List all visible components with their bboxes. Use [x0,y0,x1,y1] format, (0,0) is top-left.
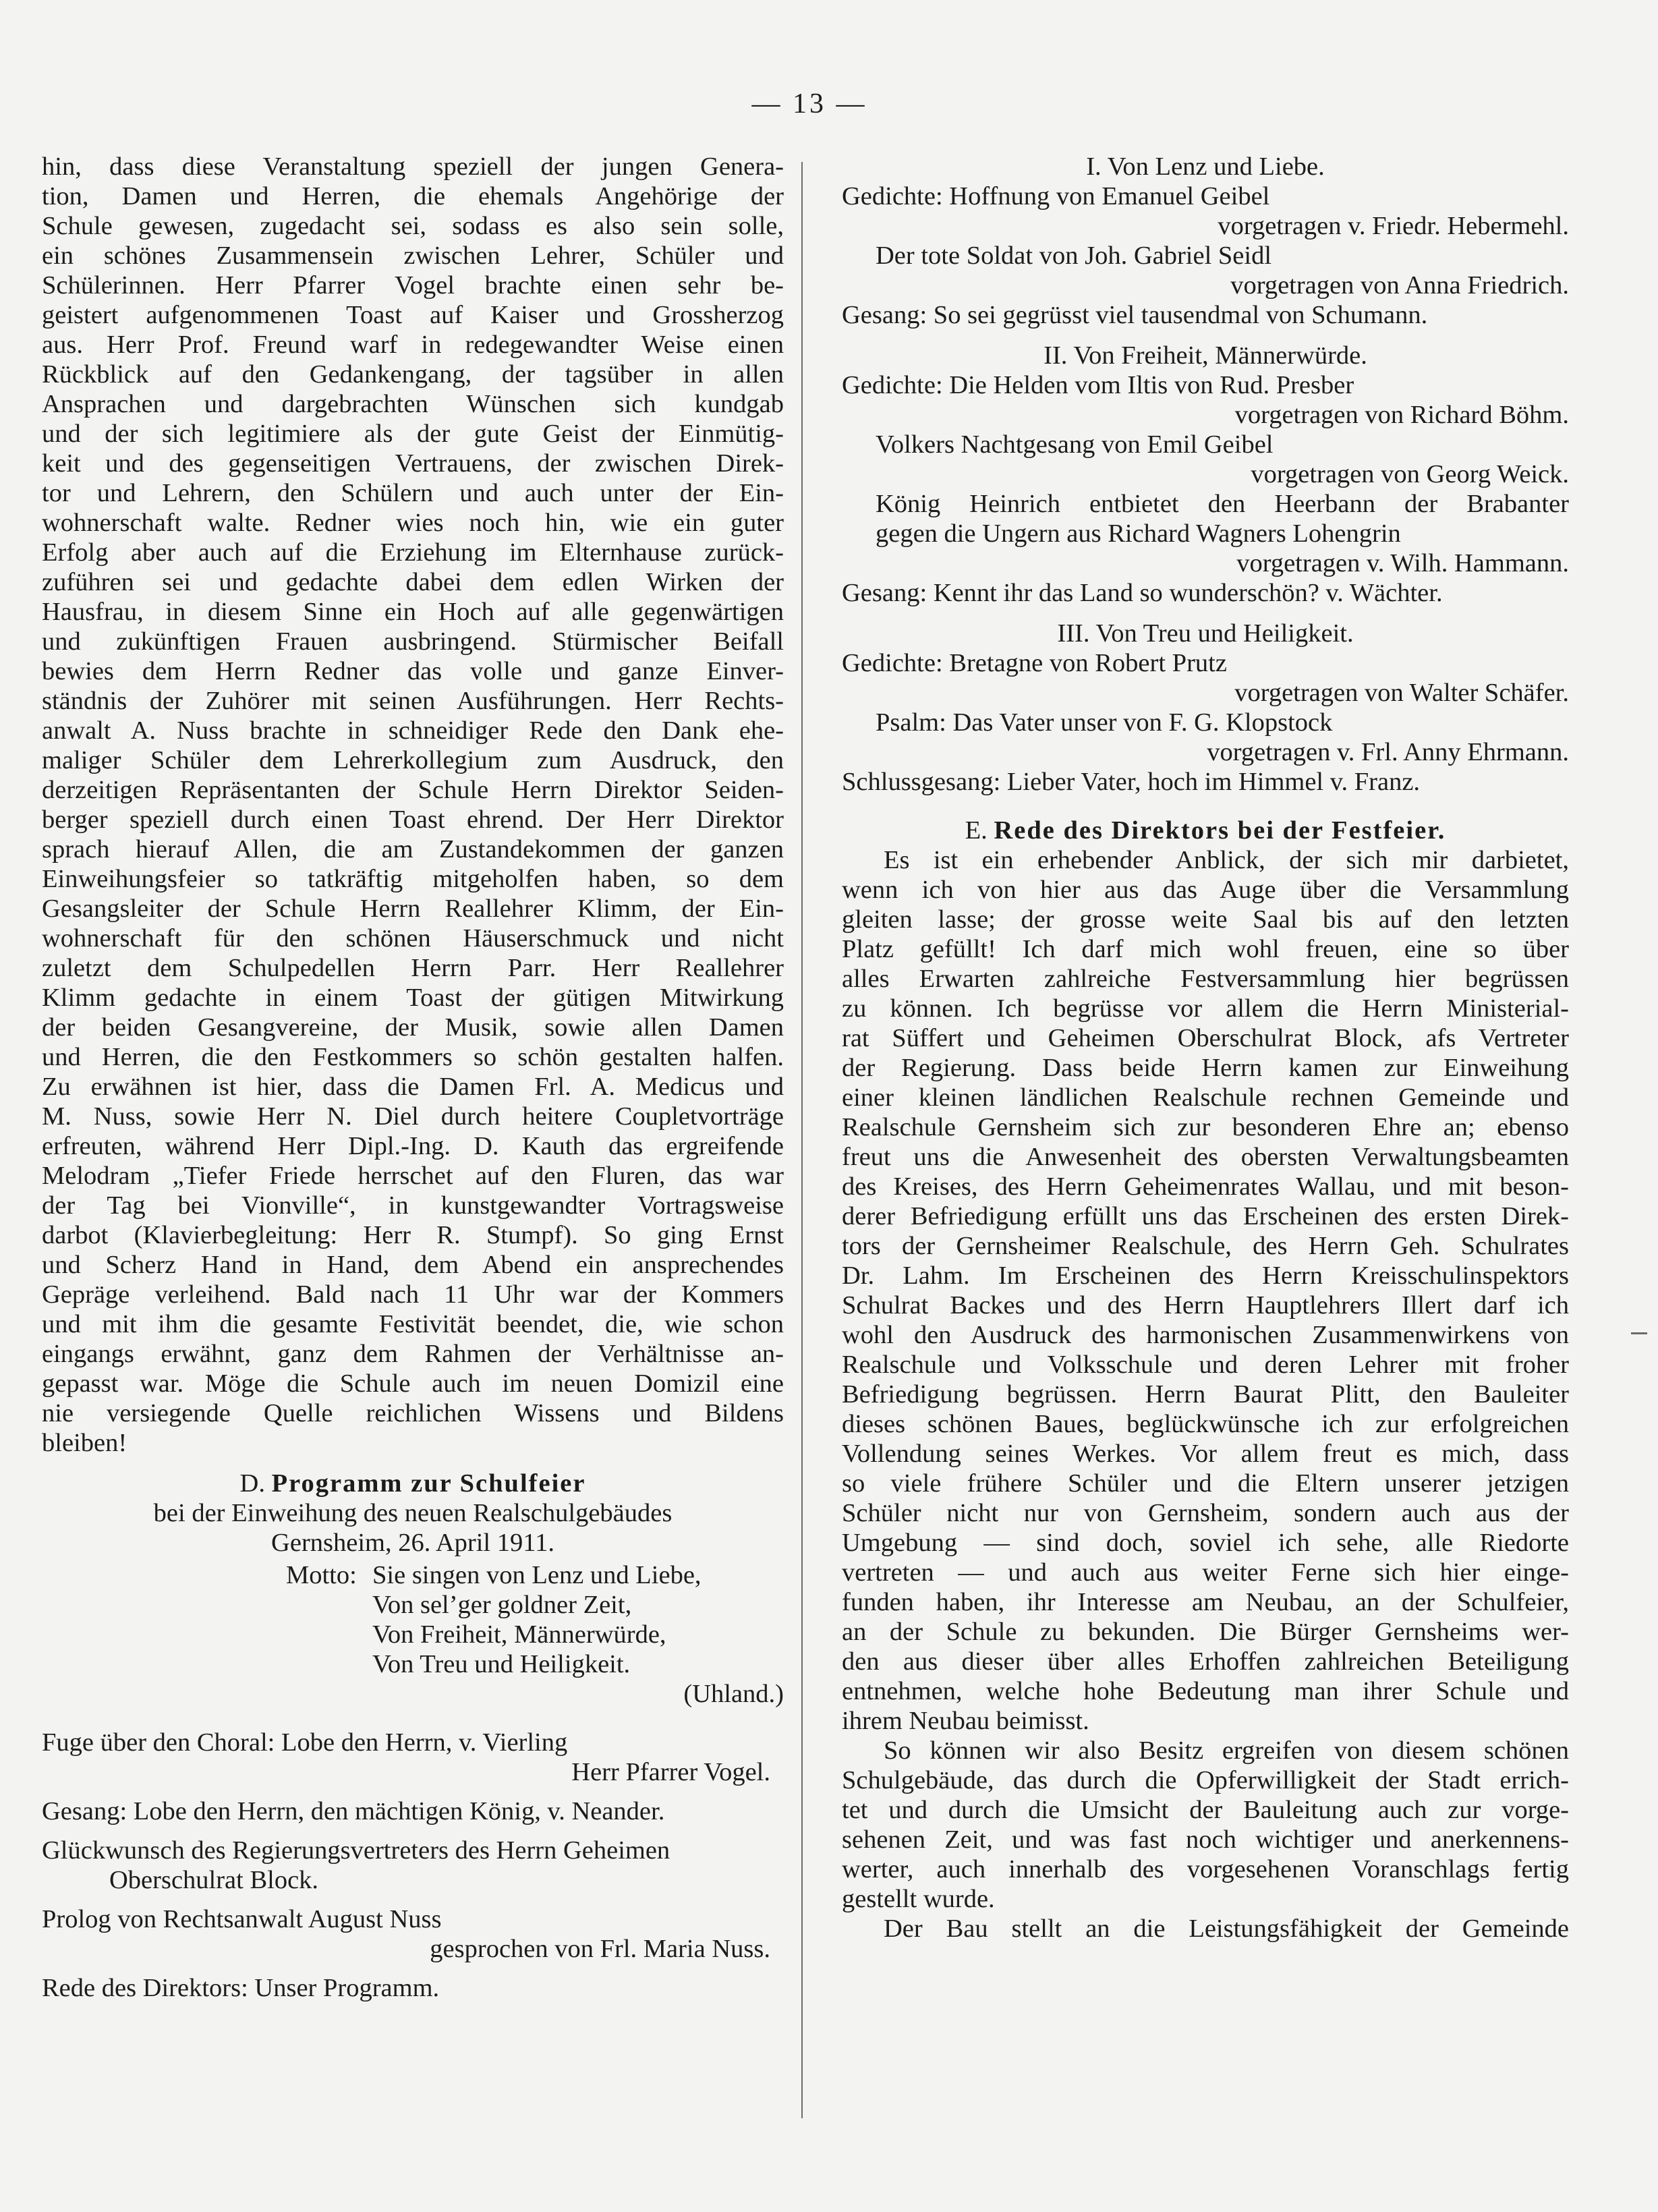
part1-line-5: Gesang: So sei gegrüsst viel tausendmal von Schumann. [842,301,1428,329]
paragraph-line: bewies dem Herrn Redner das volle und ganze Einver- [42,657,784,685]
part1-heading: I. Von Lenz und Liebe. [1086,152,1325,181]
paragraph-line: Klimm gedachte in einem Toast der gütigen Mitwirkung [42,984,784,1012]
part3-line-2: vorgetragen von Walter Schäfer. [1234,679,1569,707]
paragraph-line: Zu erwähnen ist hier, dass die Damen Frl. A. Medicus und [42,1073,784,1101]
paragraph-line: der beiden Gesangvereine, der Musik, sowie allen Damen [42,1013,784,1042]
part2-line-8: Gesang: Kennt ihr das Land so wunderschön? v. Wächter. [842,579,1443,607]
part3-line-4: vorgetragen v. Frl. Anny Ehrmann. [1207,738,1569,766]
right-column [842,152,1569,1944]
program-item-performer: Herr Pfarrer Vogel. [571,1758,770,1786]
paragraph-line: Gepräge verleihend. Bald nach 11 Uhr war der Kommers [42,1280,784,1309]
paragraph-line: berger speziell durch einen Toast ehrend. Der Herr Direktor [42,805,784,834]
part2-line-7: vorgetragen v. Wilh. Hammann. [1236,549,1569,577]
section-d-place-date: Gernsheim, 26. April 1911. [271,1529,554,1557]
motto-author: (Uhland.) [683,1680,784,1708]
paragraph-line: und mit ihm die gesamte Festivität beendet, die, wie schon [42,1310,784,1338]
speech-line: so viele frühere Schüler und die Eltern unserer jetzigen [842,1469,1569,1498]
paragraph-line: sprach hierauf Allen, die am Zustandekommen der ganzen [42,835,784,863]
paragraph-line: ständnis der Zuhörer mit seinen Ausführungen. Herr Rechts- [42,687,784,715]
speech-paragraph-3 [842,1914,1569,1944]
section-e-heading [842,816,1569,845]
paragraph-line: Einweihungsfeier so tatkräftig mitgeholfen haben, so dem [42,865,784,893]
paragraph-line: Schule gewesen, zugedacht sei, sodass es also sein solle, [42,212,784,240]
report-paragraph [42,152,784,1458]
paragraph-line: Gesangsleiter der Schule Herrn Reallehrer Klimm, der Ein- [42,895,784,923]
speech-line: Dr. Lahm. Im Erscheinen des Herrn Kreisschulinspektors [842,1261,1569,1290]
speech-line: Es ist ein erhebender Anblick, der sich mir darbietet, [884,846,1569,874]
speech-line: Umgebung — sind doch, soviel ich sehe, alle Riedorte [842,1529,1569,1557]
program-item-line: Rede des Direktors: Unser Programm. [42,1974,440,2002]
program-item-performer: Oberschulrat Block. [109,1866,319,1894]
speech-line: des Kreises, des Herrn Geheimenrates Wallau, und mit beson- [842,1172,1569,1201]
speech-line: Vollendung seines Werkes. Vor allem freut es mich, dass [842,1440,1569,1468]
part3-heading: III. Von Treu und Heiligkeit. [1057,619,1354,648]
part3-line-3: Psalm: Das Vater unser von F. G. Klopstock [876,708,1333,737]
paragraph-line: derzeitigen Repräsentanten der Schule Herrn Direktor Seiden- [42,776,784,804]
part2-line-1: Gedichte: Die Helden vom Iltis von Rud. Presber [842,371,1354,399]
paragraph-line: bleiben! [42,1429,127,1457]
paragraph-line: nie versiegende Quelle reichlichen Wissens und Bildens [42,1399,784,1427]
program-item [42,1904,784,1964]
program-item-line: Glückwunsch des Regierungsvertreters des Herrn Geheimen [42,1836,670,1865]
paragraph-line: wohnerschaft walte. Redner wies noch hin, wie ein guter [42,509,784,537]
paragraph-line: geistert aufgenommenen Toast auf Kaiser und Grossherzog [42,301,784,329]
part2-line-5: König Heinrich entbietet den Heerbann der Brabanter [876,490,1569,518]
section-d-label: D. [239,1469,265,1498]
paragraph-line: der Tag bei Vionville“, in kunstgewandter Vortragsweise [42,1191,784,1220]
speech-line: wenn ich von hier aus das Auge über die Versammlung [842,876,1569,904]
speech-line: ihrem Neubau beimisst. [842,1707,1089,1735]
paragraph-line: zuführen sei und gedachte dabei dem edlen Wirken der [42,568,784,596]
paragraph-line: keit und des gegenseitigen Vertrauens, der zwischen Direk- [42,449,784,478]
paragraph-line: zuletzt dem Schulpedellen Herrn Parr. Herr Reallehrer [42,954,784,982]
part2-heading: II. Von Freiheit, Männerwürde. [1044,341,1367,370]
section-d-title: Programm zur Schulfeier [271,1469,586,1498]
speech-line: vertreten — und auch aus weiter Ferne sich hier einge- [842,1558,1569,1587]
speech-line: Schüler nicht nur von Gernsheim, sondern auch aus der [842,1499,1569,1527]
section-e-label: E. [965,816,988,845]
paragraph-line: Melodram „Tiefer Friede herrschet auf den Fluren, das war [42,1162,784,1190]
paragraph-line: anwalt A. Nuss brachte in schneidiger Rede den Dank ehe- [42,716,784,745]
paragraph-line: eingangs erwähnt, ganz dem Rahmen der Verhältnisse an- [42,1340,784,1368]
program-item [42,1973,784,2003]
speech-line: zu können. Ich begrüsse vor allem die Herrn Ministerial- [842,994,1569,1023]
paragraph-line: erfreuten, während Herr Dipl.-Ing. D. Kauth das ergreifende [42,1132,784,1160]
paragraph-line: tor und Lehrern, den Schülern und auch unter der Ein- [42,479,784,507]
speech-line: funden haben, ihr Interesse am Neubau, an der Schulfeier, [842,1588,1569,1616]
paragraph-line: tion, Damen und Herren, die ehemals Angehörige der [42,182,784,210]
part1-line-4: vorgetragen von Anna Friedrich. [1230,271,1569,300]
speech-line: freut uns die Anwesenheit des obersten Verwaltungsbeamten [842,1143,1569,1171]
speech-line: Platz gefüllt! Ich darf mich wohl freuen, eine so über [842,935,1569,963]
speech-line: dieses schönen Baues, beglückwünsche ich zur erfolgreichen [842,1410,1569,1438]
section-d-heading [42,1469,784,1498]
paragraph-line: gepasst war. Möge die Schule auch im neuen Domizil eine [42,1369,784,1398]
motto-line: Sie singen von Lenz und Liebe, [372,1561,702,1589]
speech-line: alles Erwarten zahlreiche Festversammlung hier begrüssen [842,965,1569,993]
program-item-line: Fuge über den Choral: Lobe den Herrn, v. Vierling [42,1728,568,1757]
part2-line-6: gegen die Ungern aus Richard Wagners Lohengrin [876,519,1401,548]
speech-line: wohl den Ausdruck des harmonischen Zusammenwirkens von [842,1321,1569,1349]
paragraph-line: und Herren, die den Festkommers so schön gestalten halfen. [42,1043,784,1071]
paragraph-line: M. Nuss, sowie Herr N. Diel durch heitere Coupletvorträge [42,1102,784,1131]
speech-line: gestellt wurde. [842,1885,995,1913]
paragraph-line: Ansprachen und dargebrachten Wünschen sich kundgab [42,390,784,418]
motto-label: Motto: [286,1561,357,1589]
speech-line: rat Süffert und Geheimen Oberschulrat Block, afs Vertreter [842,1024,1569,1052]
program-item-line: Prolog von Rechtsanwalt August Nuss [42,1905,442,1933]
paragraph-line: Hausfrau, in diesem Sinne ein Hoch auf alle gegenwärtigen [42,598,784,626]
speech-line: werter, auch innerhalb des vorgesehenen Voranschlags fertig [842,1855,1569,1883]
motto-block [42,1560,784,1709]
part3-line-5: Schlussgesang: Lieber Vater, hoch im Himmel v. Franz. [842,768,1421,796]
speech-line: So können wir also Besitz ergreifen von diesem schönen [884,1736,1569,1765]
speech-line: derer Befriedigung erfüllt uns das Erscheinen des ersten Direk- [842,1202,1569,1230]
paragraph-line: ein schönes Zusammensein zwischen Lehrer, Schüler und [42,242,784,270]
part1-line-1: Gedichte: Hoffnung von Emanuel Geibel [842,182,1270,210]
paragraph-line: darbot (Klavierbegleitung: Herr R. Stumpf). So ging Ernst [42,1221,784,1249]
paragraph-line: und der sich legitimiere als der gute Geist der Einmütig- [42,420,784,448]
paragraph-line: wohnerschaft für den schönen Häuserschmuck und nicht [42,924,784,953]
speech-paragraph-2 [842,1736,1569,1914]
speech-line: Schulgebäude, das durch die Opferwilligkeit der Stadt errich- [842,1766,1569,1794]
motto-lines [42,1560,784,1679]
section-d-subtitle: bei der Einweihung des neuen Realschulgebäudes [153,1499,673,1527]
speech-line: Realschule Gernsheim sich zur besonderen Ehre an; ebenso [842,1113,1569,1141]
motto-line: Von sel’ger goldner Zeit, [372,1591,632,1619]
paragraph-line: Rückblick auf den Gedankengang, der tagsüber in allen [42,360,784,389]
part2-line-4: vorgetragen von Georg Weick. [1251,460,1569,488]
program-item-line: Gesang: Lobe den Herrn, den mächtigen König, v. Neander. [42,1797,665,1825]
column-divider [801,162,803,2118]
part1-line-3: Der tote Soldat von Joh. Gabriel Seidl [876,242,1272,270]
part2-line-2: vorgetragen von Richard Böhm. [1234,401,1569,429]
section-e-title: Rede des Direktors bei der Festfeier. [994,816,1446,845]
speech-line: den aus dieser über alles Erhoffen zahlreichen Beteiligung [842,1647,1569,1676]
paragraph-line: hin, dass diese Veranstaltung speziell der jungen Genera- [42,152,784,181]
program-item-performer: gesprochen von Frl. Maria Nuss. [430,1935,770,1963]
paragraph-line: Schülerinnen. Herr Pfarrer Vogel brachte einen sehr be- [42,271,784,300]
part3-line-1: Gedichte: Bretagne von Robert Prutz [842,649,1227,677]
speech-line: gleiten lasse; der grosse weite Saal bis auf den letzten [842,905,1569,934]
program-item [42,1728,784,1787]
program-item [42,1836,784,1895]
speech-line: der Regierung. Dass beide Herrn kamen zur Einweihung [842,1054,1569,1082]
speech-line: an der Schule zu bekunden. Die Bürger Gernsheims wer- [842,1618,1569,1646]
speech-line: Befriedigung begrüssen. Herrn Baurat Plitt, den Bauleiter [842,1380,1569,1409]
speech-line: sehenen Zeit, und was fast noch wichtiger und anerkennens- [842,1825,1569,1854]
left-column [42,152,784,2012]
paragraph-line: Erfolg aber auch auf die Erziehung im Elternhause zurück- [42,538,784,567]
speech-line: Schulrat Backes und des Herrn Hauptlehrers Illert darf ich [842,1291,1569,1320]
speech-line: einer kleinen ländlichen Realschule rechnen Gemeinde und [842,1083,1569,1112]
paragraph-line: aus. Herr Prof. Freund warf in redegewandter Weise einen [42,331,784,359]
speech-line: Der Bau stellt an die Leistungsfähigkeit der Gemeinde [884,1915,1569,1943]
part1-line-2: vorgetragen v. Friedr. Hebermehl. [1218,212,1569,240]
paragraph-line: und zukünftigen Frauen ausbringend. Stürmischer Beifall [42,627,784,656]
speech-line: tors der Gernsheimer Realschule, des Herrn Geh. Schulrates [842,1232,1569,1260]
speech-line: entnehmen, welche hohe Bedeutung man ihrer Schule und [842,1677,1569,1705]
program-list [42,1728,784,2003]
motto-line: Von Freiheit, Männerwürde, [372,1620,666,1649]
speech-line: Realschule und Volksschule und deren Lehrer mit froher [842,1351,1569,1379]
motto-line: Von Treu und Heiligkeit. [372,1650,631,1678]
margin-mark [1631,1332,1647,1334]
part2-line-3: Volkers Nachtgesang von Emil Geibel [876,430,1274,459]
page-number: — 13 — [751,88,867,119]
speech-paragraph-1 [842,845,1569,1736]
paragraph-line: und Scherz Hand in Hand, dem Abend ein ansprechendes [42,1251,784,1279]
paragraph-line: maliger Schüler dem Lehrerkollegium zum Ausdruck, den [42,746,784,774]
speech-line: tet und durch die Umsicht der Bauleitung auch zur vorge- [842,1796,1569,1824]
program-item [42,1796,784,1826]
